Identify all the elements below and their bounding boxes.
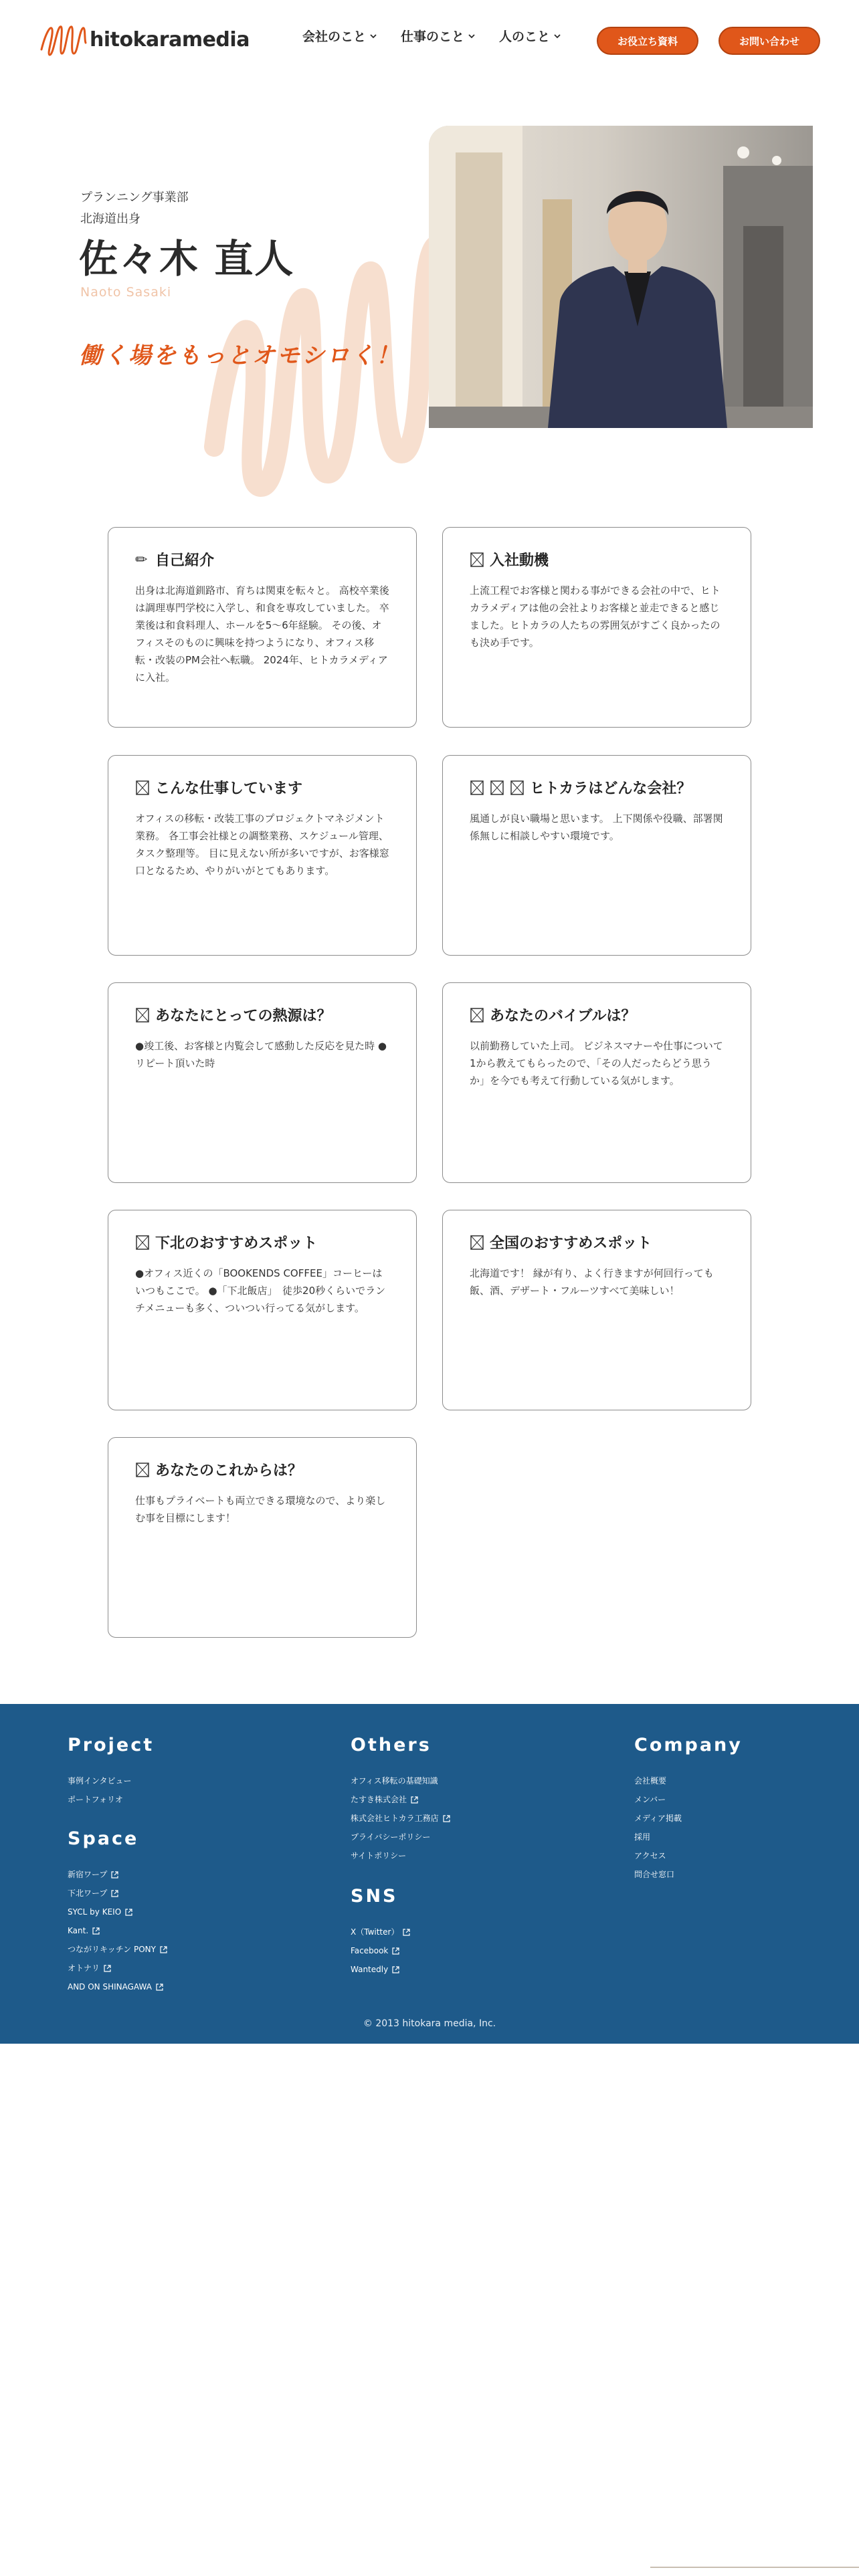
- footer-link-label: Wantedly: [351, 1965, 389, 1974]
- profile-origin: 北海道出身: [80, 212, 140, 226]
- footer-link-label: Facebook: [351, 1946, 389, 1955]
- profile-hero: [0, 126, 859, 500]
- missing-glyph-icon: [470, 1235, 484, 1251]
- footer-link-wantedly[interactable]: [351, 1960, 410, 1979]
- card-title: [135, 1004, 389, 1025]
- missing-glyph-icon: [470, 1007, 484, 1023]
- footer-link-label: Kant.: [68, 1926, 89, 1935]
- footer-link[interactable]: [68, 1884, 167, 1903]
- card-title: [135, 777, 389, 798]
- chevron-down-icon: [554, 33, 561, 39]
- external-link-icon: [111, 1890, 118, 1897]
- external-link-icon: [392, 1947, 399, 1955]
- external-link-icon: [156, 1983, 163, 1991]
- office-photo-image: [429, 126, 813, 428]
- footer-link[interactable]: ポートフォリオ: [68, 1795, 123, 1804]
- footer-link-label: X（Twitter）: [351, 1927, 399, 1937]
- copyright: © 2013 hitokara media, Inc.: [363, 2018, 496, 2029]
- nav-people-label: 人のこと: [499, 29, 551, 44]
- footer-link-label: AND ON SHINAGAWA: [68, 1982, 152, 1992]
- profile-photo: [429, 126, 813, 428]
- footer-link-label: 株式会社ヒトカラ工務店: [351, 1814, 439, 1823]
- footer-link[interactable]: [68, 1959, 167, 1977]
- card-future: [108, 1437, 417, 1638]
- nav-company-label: 会社のこと: [302, 29, 367, 44]
- footer-others: [351, 1735, 450, 1865]
- card-national-spot: [442, 1210, 751, 1410]
- logo-text: hitokaramedia: [90, 27, 250, 51]
- card-body: ●オフィス近くの「BOOKENDS COFFEE」コーヒーはいつもここで。 ●「下北飯店」 徒歩20秒くらいでランチメニューも多く、ついつい行ってる気がします。: [135, 1267, 386, 1314]
- site-logo[interactable]: [39, 20, 250, 59]
- profile-name-jp: 佐々木 直人: [79, 236, 295, 282]
- footer-link[interactable]: 会社概要: [634, 1776, 667, 1786]
- footer-link-twitter[interactable]: [351, 1923, 410, 1941]
- footer-link[interactable]: プライバシーポリシー: [351, 1832, 431, 1842]
- site-footer: [0, 1704, 859, 2044]
- card-title-text: あなたのバイブルは？: [490, 1008, 636, 1025]
- card-body: 風通しが良い職場と思います。 上下関係や役職、部署関係無しに相談しやすい環境です。: [470, 813, 723, 842]
- external-link-icon: [392, 1966, 399, 1973]
- missing-glyph-icon: [470, 552, 484, 568]
- card-shimokita-spot: [108, 1210, 417, 1410]
- missing-glyph-icon: [135, 1462, 150, 1478]
- card-title-text: 下北のおすすめスポット: [155, 1235, 318, 1252]
- footer-link[interactable]: 事例インタビュー: [68, 1776, 132, 1786]
- nav-work-label: 仕事のこと: [401, 29, 465, 44]
- contact-button[interactable]: お問い合わせ: [719, 27, 820, 55]
- card-title-text: 自己紹介: [155, 552, 215, 569]
- missing-glyph-icon: [135, 780, 150, 796]
- missing-glyph-icon: [470, 780, 484, 796]
- footer-link[interactable]: メンバー: [634, 1795, 666, 1804]
- card-title-text: 入社動機: [490, 552, 549, 569]
- footer-heading: SNS: [351, 1886, 398, 1907]
- footer-company: [634, 1735, 743, 1884]
- external-link-icon: [125, 1909, 132, 1916]
- footer-link[interactable]: [68, 1903, 167, 1921]
- card-title-text: 全国のおすすめスポット: [490, 1235, 652, 1252]
- profile-name-en: Naoto Sasaki: [80, 285, 172, 300]
- card-job: [108, 755, 417, 956]
- footer-link[interactable]: 問合せ窓口: [634, 1870, 675, 1879]
- card-body: 以前勤務していた上司。 ビジネスマナーや仕事について1から教えてもらったので、「その人だったらどう思うか」を今でも考えて行動している気がします。: [470, 1040, 723, 1087]
- footer-link[interactable]: [351, 1809, 450, 1828]
- footer-sns: [351, 1886, 410, 1979]
- card-body: ●竣工後、お客様と内覧会して感動した反応を見た時 ●リピート頂いた時: [135, 1040, 387, 1069]
- external-link-icon: [443, 1815, 450, 1822]
- footer-link-label: つながリキッチン PONY: [68, 1945, 156, 1954]
- missing-glyph-icon: [490, 780, 504, 796]
- nav-company[interactable]: [302, 27, 377, 45]
- card-title-text: あなたのこれからは？: [155, 1463, 303, 1479]
- external-link-icon: [92, 1927, 100, 1935]
- footer-link[interactable]: オフィス移転の基礎知識: [351, 1776, 438, 1786]
- footer-heading: Project: [68, 1735, 155, 1755]
- footer-link-facebook[interactable]: [351, 1941, 410, 1960]
- missing-glyph-icon: [135, 1007, 150, 1023]
- profile-department: プランニング事業部: [80, 191, 189, 205]
- card-body: 仕事もプライベートも両立できる環境なので、より楽しむ事を目標にします！: [135, 1495, 386, 1524]
- external-link-icon: [104, 1965, 111, 1972]
- footer-link[interactable]: [68, 1865, 167, 1884]
- footer-link[interactable]: 採用: [634, 1832, 651, 1842]
- bottom-divider: [650, 2567, 859, 2568]
- external-link-icon: [411, 1796, 418, 1804]
- footer-link-label: オトナリ: [68, 1963, 100, 1973]
- footer-link[interactable]: [68, 1940, 167, 1959]
- external-link-icon: [403, 1929, 410, 1936]
- card-title: [135, 549, 389, 570]
- card-title-text: こんな仕事しています: [155, 780, 303, 797]
- footer-link[interactable]: アクセス: [634, 1851, 666, 1860]
- card-title: [470, 777, 724, 798]
- card-title-text: あなたにとっての熱源は？: [155, 1008, 332, 1025]
- footer-link[interactable]: [68, 1977, 167, 1996]
- logo-swirl-icon: [39, 20, 88, 59]
- card-title: [470, 549, 724, 570]
- footer-link[interactable]: [68, 1921, 167, 1940]
- footer-link[interactable]: メディア掲載: [634, 1814, 682, 1823]
- footer-heading: Space: [68, 1828, 139, 1849]
- nav-work[interactable]: [401, 27, 475, 45]
- footer-heading: Others: [351, 1735, 432, 1755]
- card-company: [442, 755, 751, 956]
- footer-link[interactable]: [351, 1790, 450, 1809]
- chevron-down-icon: [468, 33, 475, 39]
- footer-link-label: 下北ワープ: [68, 1889, 108, 1898]
- profile-department-block: [80, 187, 189, 230]
- card-title: [470, 1004, 724, 1025]
- card-title: [135, 1232, 389, 1253]
- footer-link-label: たすき株式会社: [351, 1795, 407, 1804]
- site-header: [0, 0, 859, 80]
- external-link-icon: [160, 1946, 167, 1953]
- footer-link-label: SYCL by KEIO: [68, 1907, 122, 1917]
- footer-space: [68, 1828, 167, 1996]
- footer-project: [68, 1735, 154, 1809]
- pencil-icon: ✏: [135, 551, 148, 568]
- nav-people[interactable]: [499, 27, 561, 45]
- card-bible: [442, 982, 751, 1183]
- card-body: 北海道です！ 縁が有り、よく行きますが何回行っても飯、酒、デザート・フルーツすべて美味しい！: [470, 1267, 714, 1297]
- missing-glyph-icon: [135, 1235, 150, 1251]
- footer-heading: Company: [634, 1735, 743, 1755]
- profile-catchphrase: 働く場をもっとオモシロく！: [79, 342, 401, 369]
- external-link-icon: [111, 1871, 118, 1879]
- card-motivation: [442, 527, 751, 728]
- main-nav: [302, 27, 585, 45]
- card-title: [470, 1232, 724, 1253]
- card-self-intro: [108, 527, 417, 728]
- footer-link-label: 新宿ワープ: [68, 1870, 108, 1879]
- card-passion: [108, 982, 417, 1183]
- chevron-down-icon: [370, 33, 377, 39]
- card-body: 出身は北海道釧路市、育ちは関東を転々と。 高校卒業後は調理専門学校に入学し、和食を専攻していました。 卒業後は和食料理人、ホールを5～6年経験。 その後、オフィスそのものに興味を持つようになり、オフィス移転・改装のPM会社へ転職。 2024年、ヒトカラメディアに入社。: [135, 584, 389, 683]
- missing-glyph-icon: [510, 780, 524, 796]
- card-title-text: ヒトカラはどんな会社？: [530, 780, 692, 797]
- card-title: [135, 1459, 389, 1480]
- card-body: 上流工程でお客様と関わる事ができる会社の中で、ヒトカラメディアは他の会社よりお客様と並走できると感じました。ヒトカラの人たちの雰囲気がすごく良かったのも決め手です。: [470, 584, 721, 649]
- card-body: オフィスの移転・改装工事のプロジェクトマネジメント業務。 各工事会社様との調整業務、スケジュール管理、タスク整理等。 目に見えない所が多いですが、お客様窓口となるため、やりがいがとてもあります。: [135, 813, 389, 877]
- footer-link[interactable]: サイトポリシー: [351, 1851, 407, 1860]
- resources-button[interactable]: お役立ち資料: [597, 27, 698, 55]
